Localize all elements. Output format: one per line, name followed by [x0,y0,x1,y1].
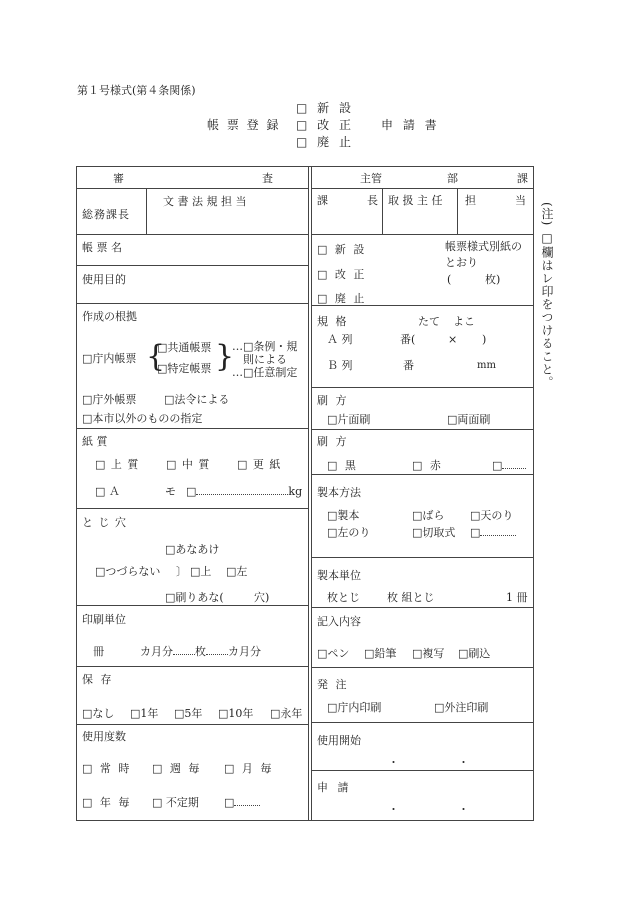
freq-monthly: □ 月 毎 [224,762,274,775]
storage-none: □なし [82,707,115,720]
paper-box-label: □ [186,485,197,498]
binding-top: □上 [190,565,212,578]
print-unit-kagetsu: カ月分 [140,645,173,658]
basis-title: 作成の根拠 [82,310,137,323]
print-unit-mai: 枚 [195,645,206,658]
status-abolish: □ 廃 止 [317,292,367,305]
size-yoko: よこ [453,315,475,328]
order-title: 発 注 [317,678,349,691]
kacho-label-1: 課 [317,194,328,207]
binding-tsuzura: □つづらない [95,565,161,578]
paper-weight-field[interactable] [196,485,288,495]
bu-label: 部 [447,172,458,185]
size-ban-2: 番 [403,359,414,372]
freq-other-field[interactable] [234,796,260,806]
print-side-title: 刷 方 [317,394,349,407]
tanto-label-1: 担 [465,194,476,207]
basis-external: □庁外帳票 [82,393,137,406]
book-left-glue: □左のり [327,526,371,539]
book-top-glue: □天のり [470,509,514,522]
option-new: □ 新 設 [296,101,354,115]
freq-always: □ 常 時 [82,762,132,775]
print-unit-row [93,645,261,658]
bookmaking-title: 製本方法 [317,486,361,499]
shukan-label: 主管 [360,172,382,185]
binding-perf: □刷りあな( [165,591,224,604]
entry-pencil: □鉛筆 [364,647,397,660]
bunsho-tanto-label: 文 書 法 規 担 当 [163,195,247,208]
option-revise: □ 改 正 [296,118,354,132]
paper-high: □ 上 質 [95,458,140,471]
binding-hole-title: と じ 穴 [82,516,127,529]
book-loose: □ばら [412,509,445,522]
binding-left: □左 [226,565,248,578]
ka-label: 課 [517,172,528,185]
storage-10y: □10年 [218,707,254,720]
shinsa-label-2: 査 [262,172,273,185]
title-right: 申 請 書 [381,118,440,132]
form-number: 第１号様式(第４条関係) [77,84,196,97]
color-red: □ 赤 [412,459,443,472]
title-left: 帳 票 登 録 [207,118,281,132]
book-other-field[interactable] [480,526,516,536]
basis-optional: …□任意制定 [232,366,298,379]
size-b: Ｂ 列 [327,359,353,372]
size-tate: たて [418,315,440,328]
color-other [492,459,526,472]
book-bound: □製本 [327,509,360,522]
freq-other [224,796,260,809]
order-inside: □庁内印刷 [327,701,382,714]
binding-hole-open: □あなあけ [165,543,220,556]
apply-dot-1: ・ [388,803,399,816]
basis-designation: □本市以外のものの指定 [82,412,203,425]
book-unit-title: 製本単位 [317,569,361,582]
storage-1y: □1年 [130,707,159,720]
status-new: □ 新 設 [317,243,367,256]
basis-internal: □庁内帳票 [82,352,137,365]
purpose-label: 使用目的 [82,273,126,286]
print-unit-title: 印刷単位 [82,613,126,626]
print-one-side: □片面刷 [327,413,371,426]
color-other-field[interactable] [502,459,526,469]
side-note: (注) □欄はレ印をつけること。 [540,202,554,390]
entry-title: 記入内容 [317,615,361,628]
shinsa-label-1: 審 [113,172,124,185]
paper-a: □ Ａ [95,485,120,498]
attach-line1: 帳票様式別紙の [445,240,522,253]
print-unit-field-2[interactable] [206,645,228,655]
paper-title: 紙 質 [82,435,108,448]
color-other-box: □ [492,459,503,472]
entry-pen: □ペン [317,647,350,660]
storage-permanent: □永年 [270,707,303,720]
basis-rule: 則による [243,353,287,366]
status-revise: □ 改 正 [317,268,367,281]
book-unit-one: 1 冊 [506,591,528,604]
basis-common: □共通帳票 [157,341,212,354]
book-unit-maitoji: 枚とじ [327,591,360,604]
freq-other-box: □ [224,796,235,809]
attach-open: ( [447,273,452,286]
basis-brace-right: } [215,339,235,374]
size-mm: mm [477,360,496,371]
frequency-title: 使用度数 [82,730,126,743]
freq-weekly: □ 週 毎 [152,762,202,775]
binding-perf-holes: 穴) [254,591,270,604]
size-close: ) [482,333,487,346]
storage-title: 保 存 [82,673,114,686]
binding-bracket: 〕 [176,565,187,578]
option-abolish: □ 廃 止 [296,135,354,149]
paper-kg-label: kg [288,485,303,498]
print-unit-satsu: 冊 [93,645,104,658]
entry-copy: □複写 [412,647,445,660]
storage-5y: □5年 [174,707,203,720]
color-black: □ 黒 [327,459,358,472]
basis-brace: { [146,339,166,374]
size-x: × [448,333,458,346]
size-title: 規 格 [317,315,349,328]
size-a: Ａ 列 [327,333,353,346]
basis-ordinance: …□条例・規 [232,340,298,353]
paper-box [186,485,302,498]
start-dot-1: ・ [388,756,399,769]
print-color-title: 刷 方 [317,435,349,448]
print-unit-kagetsu-2: カ月分 [228,645,261,658]
chohyo-name-label: 帳 票 名 [82,241,122,254]
apply-dot-2: ・ [458,803,469,816]
book-tear-off: □切取式 [412,526,456,539]
basis-specific: □特定帳票 [157,362,212,375]
freq-irregular: □ 不定期 [152,796,199,809]
book-unit-kumi: 枚 組とじ [387,591,435,604]
somu-kacho-label: 総務課長 [82,208,130,221]
tanto-label-2: 当 [515,194,526,207]
paper-rough: □ 更 紙 [237,458,282,471]
start-dot-2: ・ [458,756,469,769]
start-title: 使用開始 [317,734,361,747]
toriatsukai-label: 取 扱 主 任 [388,194,443,207]
freq-yearly: □ 年 毎 [82,796,132,809]
entry-preprinted: □刷込 [458,647,491,660]
attach-line2: とおり [445,256,478,269]
apply-title: 申 請 [317,781,352,794]
kacho-label-2: 長 [367,194,378,207]
attach-sheets: 枚) [485,273,501,286]
book-other [470,526,516,539]
paper-mo: モ [165,485,176,498]
book-other-box: □ [470,526,481,539]
print-unit-field-1[interactable] [173,645,195,655]
paper-mid: □ 中 質 [166,458,211,471]
print-two-side: □両面刷 [447,413,491,426]
size-ban-1: 番( [400,333,416,346]
basis-law: □法令による [164,393,230,406]
order-outside: □外注印刷 [434,701,489,714]
